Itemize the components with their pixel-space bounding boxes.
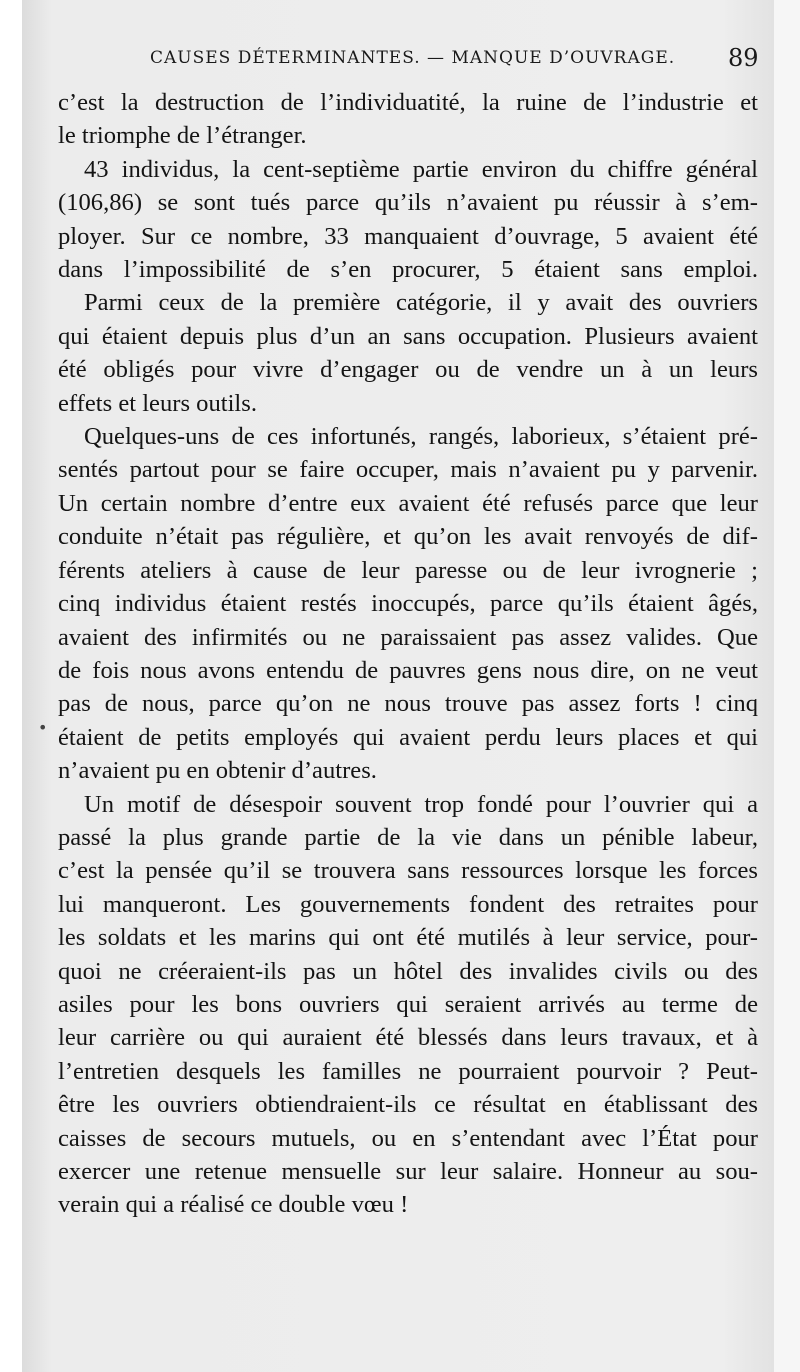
book-page — [22, 0, 774, 1372]
text-line: dans l’impossibilité de s’en procurer, 5 étaient sans emploi. — [58, 256, 758, 284]
scan-margin — [774, 0, 800, 1372]
text-line: sentés partout pour se faire occuper, mais n’avaient pu y parvenir. — [58, 456, 758, 484]
running-title: CAUSES DÉTERMINANTES. — MANQUE D’OUVRAGE. — [150, 48, 676, 68]
body-text — [58, 86, 758, 1222]
text-line: les soldats et les marins qui ont été mutilés à leur service, pour- — [58, 924, 758, 952]
text-line: Un motif de désespoir souvent trop fondé pour l’ouvrier qui a — [84, 790, 758, 818]
text-line: n’avaient pu en obtenir d’autres. — [58, 757, 377, 785]
paragraph-5 — [58, 788, 758, 1222]
text-line: 43 individus, la cent-septième partie environ du chiffre général — [84, 155, 758, 183]
text-line: été obligés pour vivre d’engager ou de vendre un à un leurs — [58, 356, 758, 384]
text-line: passé la plus grande partie de la vie dans un pénible labeur, — [58, 823, 758, 851]
text-line: caisses de secours mutuels, ou en s’entendant avec l’État pour — [58, 1124, 758, 1152]
text-line: Quelques-uns de ces infortunés, rangés, laborieux, s’étaient pré- — [84, 423, 758, 451]
text-line: exercer une retenue mensuelle sur leur salaire. Honneur au sou- — [58, 1158, 758, 1185]
text-line: de fois nous avons entendu de pauvres gens nous dire, on ne veut — [58, 656, 758, 684]
text-line: verain qui a réalisé ce double vœu ! — [58, 1191, 409, 1219]
text-line: être les ouvriers obtiendraient-ils ce résultat en établissant des — [58, 1091, 758, 1119]
text-line: Un certain nombre d’entre eux avaient été refusés parce que leur — [58, 489, 758, 517]
text-line: cinq individus étaient restés inoccupés, parce qu’ils étaient âgés, — [58, 590, 758, 618]
text-line: férents ateliers à cause de leur paresse ou de leur ivrognerie ; — [58, 556, 758, 584]
margin-mark: • — [38, 718, 48, 737]
text-line: qui étaient depuis plus d’un an sans occupation. Plusieurs avaient — [58, 322, 758, 350]
text-line: avaient des infirmités ou ne paraissaient pas assez valides. Que — [58, 623, 758, 651]
text-line: c’est la pensée qu’il se trouvera sans ressources lorsque les forces — [58, 857, 758, 885]
text-line: Parmi ceux de la première catégorie, il y avait des ouvriers — [84, 289, 758, 317]
text-line: c’est la destruction de l’individuatité, la ruine de l’industrie et — [58, 89, 758, 116]
paragraph-1 — [58, 86, 758, 153]
paragraph-3 — [58, 286, 758, 420]
text-line: leur carrière ou qui auraient été blessés dans leurs travaux, et à — [58, 1024, 758, 1052]
text-line: quoi ne créeraient-ils pas un hôtel des invalides civils ou des — [58, 957, 758, 985]
page-header — [22, 44, 774, 84]
text-line: conduite n’était pas régulière, et qu’on les avait renvoyés de dif- — [58, 523, 758, 551]
text-line: le triomphe de l’étranger. — [58, 122, 307, 150]
text-line: asiles pour les bons ouvriers qui seraient arrivés au terme de — [58, 990, 758, 1018]
text-line: ployer. Sur ce nombre, 33 manquaient d’ouvrage, 5 avaient été — [58, 222, 758, 250]
text-line: effets et leurs outils. — [58, 389, 257, 417]
text-line: étaient de petits employés qui avaient perdu leurs places et qui — [58, 723, 758, 751]
paragraph-4 — [58, 420, 758, 787]
text-line: lui manqueront. Les gouvernements fondent des retraites pour — [58, 890, 758, 918]
page-number: 89 — [728, 44, 759, 72]
text-line: (106,86) se sont tués parce qu’ils n’avaient pu réussir à s’em- — [58, 189, 758, 217]
text-line: l’entretien desquels les familles ne pourraient pourvoir ? Peut- — [58, 1057, 758, 1085]
text-line: pas de nous, parce qu’on ne nous trouve pas assez forts ! cinq — [58, 690, 758, 718]
paragraph-2 — [58, 153, 758, 287]
